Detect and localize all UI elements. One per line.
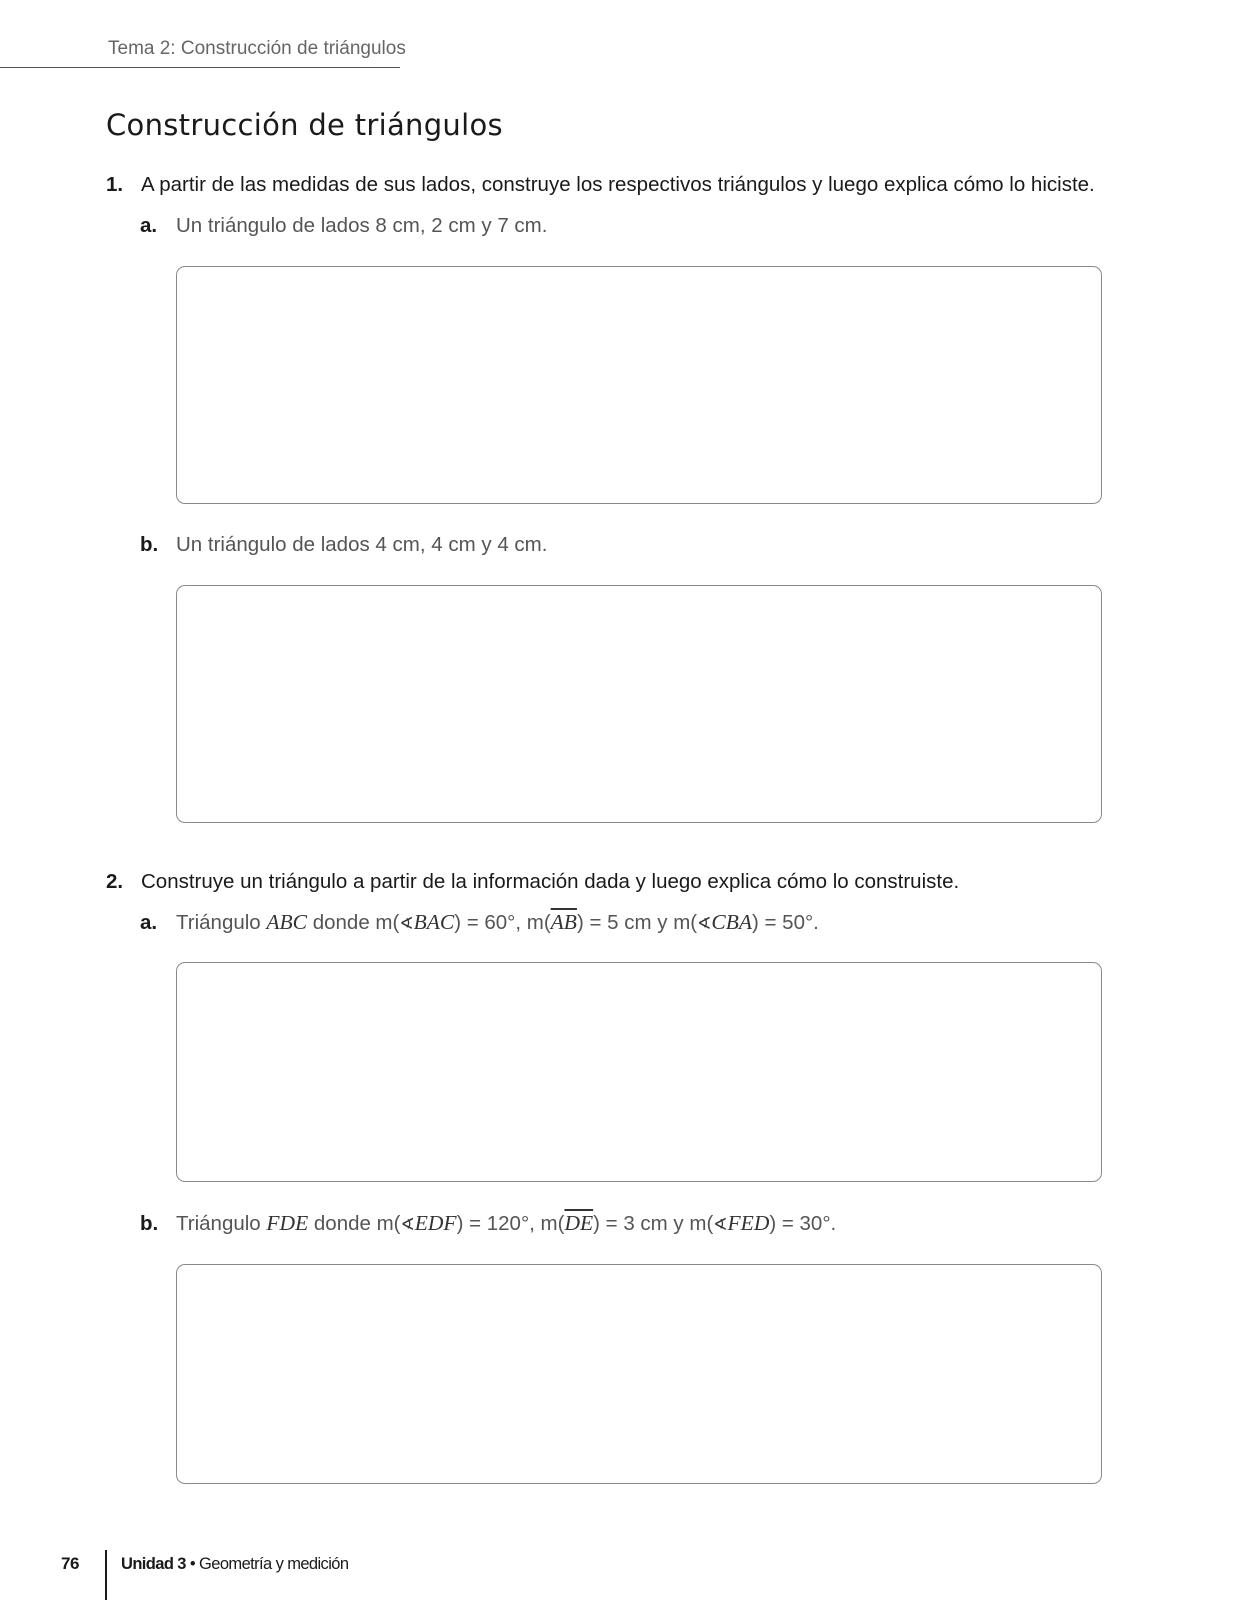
item-text-part: ) = 50°. bbox=[751, 911, 819, 934]
angle-name: CBA bbox=[711, 910, 752, 934]
item-text-part: ) = 5 cm y m( bbox=[576, 911, 698, 934]
question-2 bbox=[106, 870, 959, 894]
footer-unit: Unidad 3 bbox=[121, 1555, 186, 1573]
question-text: Construye un triángulo a partir de la información dada y luego explica cómo lo construiste. bbox=[141, 870, 960, 893]
item-text: Un triángulo de lados 4 cm, 4 cm y 4 cm. bbox=[176, 533, 548, 556]
item-text-donde: donde m( bbox=[312, 911, 400, 934]
angle-name: EDF bbox=[414, 1211, 457, 1235]
item-text: Un triángulo de lados 8 cm, 2 cm y 7 cm. bbox=[176, 214, 548, 237]
triangle-name: ABC bbox=[266, 910, 308, 934]
angle-symbol: ∢ bbox=[713, 1215, 728, 1235]
item-letter: b. bbox=[140, 533, 159, 556]
answer-box-2b[interactable] bbox=[176, 1264, 1102, 1484]
page-number: 76 bbox=[61, 1554, 79, 1573]
question-2a bbox=[140, 910, 819, 935]
answer-box-1a[interactable] bbox=[176, 266, 1102, 504]
question-1 bbox=[106, 173, 1095, 197]
page-title: Construcción de triángulos bbox=[106, 108, 503, 142]
running-header: Tema 2: Construcción de triángulos bbox=[108, 38, 406, 59]
question-1b bbox=[140, 533, 547, 557]
angle-symbol: ∢ bbox=[697, 914, 712, 934]
angle-symbol: ∢ bbox=[400, 1215, 415, 1235]
footer-unit-line bbox=[121, 1555, 348, 1574]
item-word: Triángulo bbox=[176, 911, 261, 934]
item-text-part: ) = 30°. bbox=[769, 1212, 837, 1235]
answer-box-2a[interactable] bbox=[176, 962, 1102, 1182]
header-rule bbox=[0, 67, 400, 68]
item-text-part: ) = 120°, m( bbox=[456, 1212, 565, 1235]
item-word: Triángulo bbox=[176, 1212, 261, 1235]
segment-name: $\overline{DE}$ bbox=[564, 1211, 594, 1235]
answer-box-1b[interactable] bbox=[176, 585, 1102, 823]
angle-name: FED bbox=[727, 1211, 770, 1235]
footer-rule bbox=[105, 1550, 107, 1600]
angle-symbol: ∢ bbox=[399, 914, 414, 934]
segment-name: $\overline{AB}$ bbox=[550, 910, 577, 934]
item-letter: a. bbox=[140, 911, 158, 934]
angle-name: BAC bbox=[413, 910, 455, 934]
item-text-donde: donde m( bbox=[313, 1212, 401, 1235]
item-text-part: ) = 3 cm y m( bbox=[593, 1212, 714, 1235]
footer-subject: Geometría y medición bbox=[199, 1555, 349, 1573]
question-number: 1. bbox=[106, 173, 124, 196]
footer-bullet: • bbox=[185, 1555, 200, 1573]
triangle-name: FDE bbox=[266, 1211, 309, 1235]
item-letter: b. bbox=[140, 1212, 159, 1235]
item-letter: a. bbox=[140, 214, 158, 237]
item-text-part: ) = 60°, m( bbox=[454, 911, 551, 934]
question-number: 2. bbox=[106, 870, 124, 893]
question-text: A partir de las medidas de sus lados, construye los respectivos triángulos y luego explica cómo lo hiciste. bbox=[141, 173, 1095, 196]
question-1a bbox=[140, 214, 547, 238]
question-2b bbox=[140, 1211, 836, 1236]
